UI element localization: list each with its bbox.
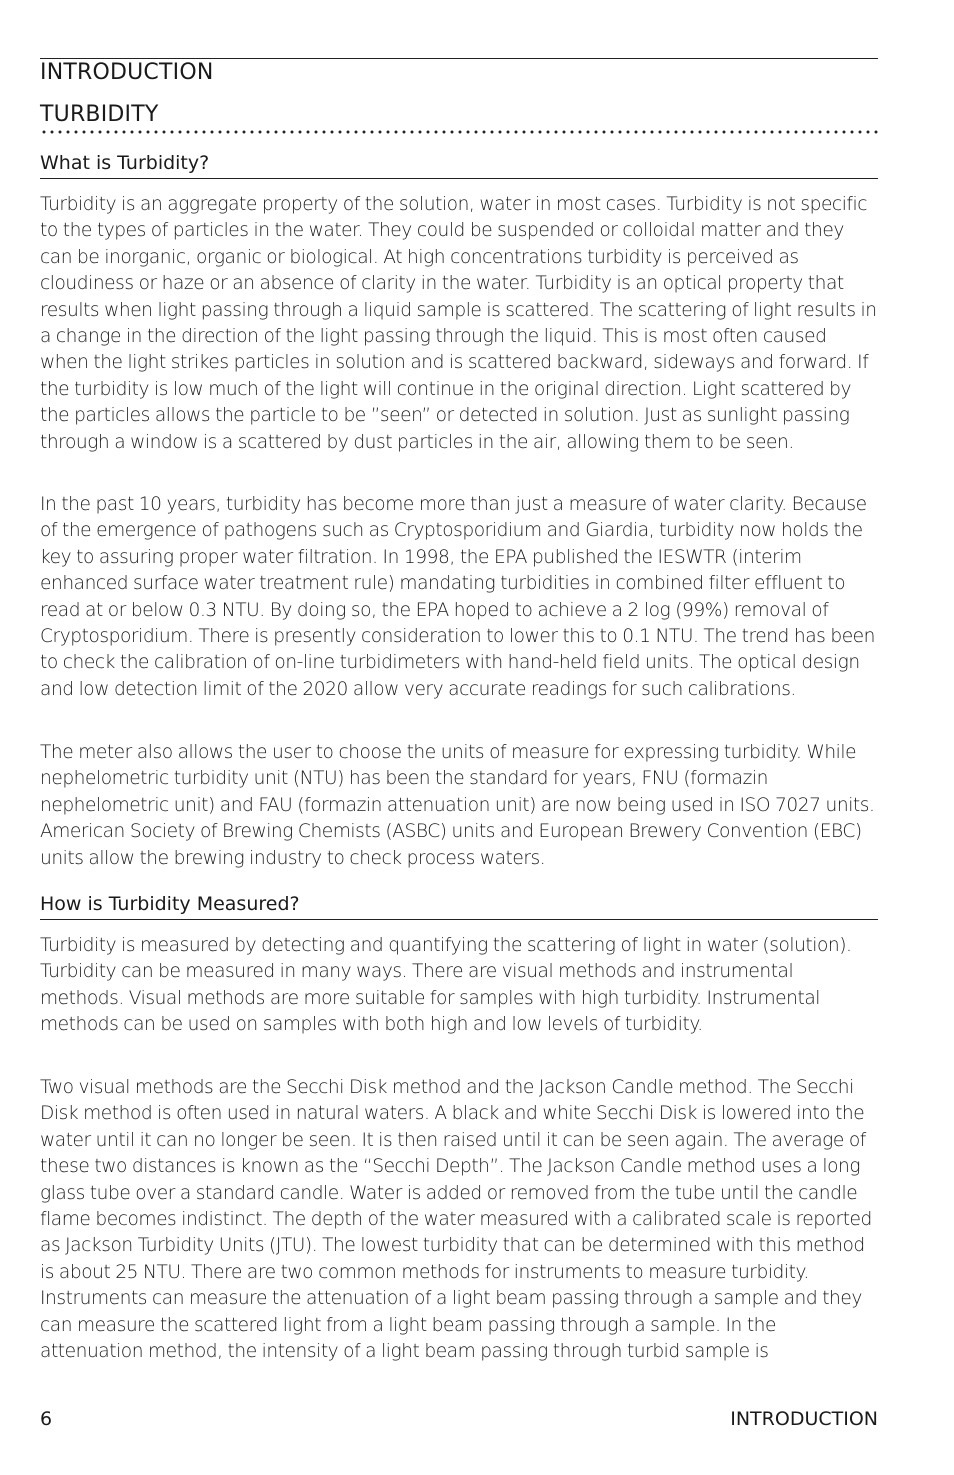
paragraph-what-is-3: The meter also allows the user to choose the units of measure for expressing turbidity. While nephelometric turbidity unit (NTU) has been the standard for years, FNU (formazin nephelometric unit) and FAU (formazin attenuation unit) are now being used in ISO 7027 units. American Society of Brewing Chemists (ASBC) units and European Brewery Convention (EBC) units allow the brewing industry to check process waters. — [40, 742, 875, 869]
footer-section-label: INTRODUCTION — [730, 1408, 878, 1430]
paragraph-what-is-1: Turbidity is an aggregate property of the solution, water in most cases. Turbidity is not specific to the types of particles in the water. They could be suspended or colloidal matter and they can be inorganic, organic or biological. At high concentrations turbidity is perceived as cloudiness or haze or an absence of clarity in the water. Turbidity is an optical property that results when light passing through a liquid sample is scattered. The scattering of light results in a change in the direction of the light passing through the liquid. This is most often caused when the light strikes particles in solution and is scattered backward, sideways and forward. If the turbidity is low much of the light will continue in the original direction. Light scattered by the particles allows the particle to be ”seen” or detected in solution. Just as sunlight passing through a window is a scattered by dust particles in the air, allowing them to be seen. — [40, 194, 877, 453]
heading-what-is-turbidity: What is Turbidity? — [40, 151, 878, 179]
dotted-divider — [40, 130, 878, 134]
top-rule — [40, 58, 878, 59]
heading-how-measured: How is Turbidity Measured? — [40, 892, 878, 920]
paragraph-what-is-2: In the past 10 years, turbidity has become more than just a measure of water clarity. Because of the emergence of pathogens such as Cryptosporidium and Giardia, turbidity now holds the key to assuring proper water filtration. In 1998, the EPA published the IESWTR (interim enhanced surface water treatment rule) mandating turbidities in combined filter effluent to read at or below 0.3 NTU. By doing so, the EPA hoped to achieve a 2 log (99%) removal of Cryptosporidium. There is presently consideration to lower this to 0.1 NTU. The trend has been to check the calibration of on-line turbidimeters with hand-held field units. The optical design and low detection limit of the 2020 allow very accurate readings for such calibrations. — [40, 494, 876, 700]
page-number: 6 — [40, 1408, 53, 1430]
chapter-title: INTRODUCTION — [40, 60, 214, 85]
paragraph-how-measured-1: Turbidity is measured by detecting and quantifying the scattering of light in water (solution). Turbidity can be measured in many ways. There are visual methods and instrumental methods. Visual methods are more suitable for samples with high turbidity. Instrumental methods can be used on samples with both high and low levels of turbidity. — [40, 935, 852, 1036]
paragraph-how-measured-2: Two visual methods are the Secchi Disk method and the Jackson Candle method. The Secchi Disk method is often used in natural waters. A black and white Secchi Disk is lowered into the water until it can no longer be seen. It is then raised until it can be seen again. The average of these two distances is known as the “Secchi Depth”. The Jackson Candle method uses a long glass tube over a standard candle. Water is added or removed from the tube until the candle flame becomes indistinct. The depth of the water measured with a calibrated scale is reported as Jackson Turbidity Units (JTU). The lowest turbidity that can be determined with this method is about 25 NTU. There are two common methods for instruments to measure turbidity. Instruments can measure the attenuation of a light beam passing through a sample and they can measure the scattered light from a light beam passing through a sample. In the attenuation method, the intensity of a light beam passing through turbid sample is — [40, 1077, 872, 1363]
section-title: TURBIDITY — [40, 102, 159, 127]
